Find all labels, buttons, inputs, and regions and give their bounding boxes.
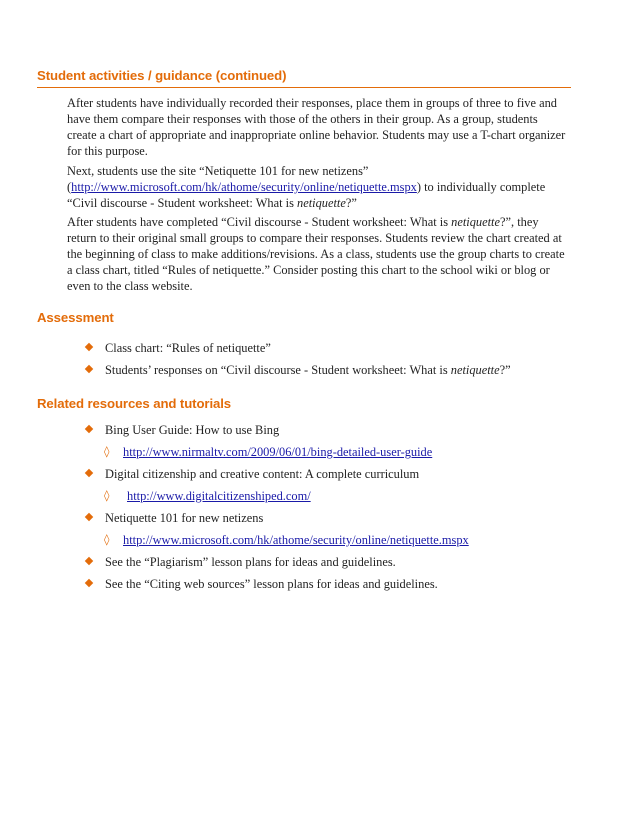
section-heading-related-resources: Related resources and tutorials — [37, 396, 232, 411]
para3-emphasis: netiquette — [451, 215, 500, 229]
para2-text-a: Next, students use the site “Netiquette 101 for new netizens” ( — [67, 164, 369, 194]
list-item-text — [105, 362, 511, 378]
para2-text-c: ?” — [345, 196, 357, 210]
heading-rule — [37, 87, 571, 88]
list-item-text: See the “Citing web sources” lesson plans for ideas and guidelines. — [105, 577, 438, 591]
diamond-bullet-icon — [86, 514, 93, 521]
para2-emphasis: netiquette — [297, 196, 346, 210]
diamond-bullet-icon — [86, 344, 93, 351]
list-item-text: Class chart: “Rules of netiquette” — [105, 341, 271, 355]
netiquette-link[interactable]: http://www.microsoft.com/hk/athome/security/online/netiquette.mspx — [123, 533, 469, 547]
para3-text-a: After students have completed “Civil discourse - Student worksheet: What is — [67, 215, 452, 229]
diamond-bullet-icon — [86, 470, 93, 477]
diamond-bullet-icon — [86, 366, 93, 373]
list-item-text: Digital citizenship and creative content: A complete curriculum — [105, 467, 420, 481]
paragraph-next-steps — [67, 163, 567, 211]
para2-text-b: ) to individually complete “Civil discourse - Student worksheet: What is — [67, 180, 546, 210]
paragraph-after-worksheet — [67, 214, 567, 294]
section-heading-student-activities: Student activities / guidance (continued) — [37, 68, 287, 83]
paragraph-group-work: After students have individually recorded their responses, place them in groups of three to five and have them compare their responses with those of the others in their group. As a group, students create a chart of appropriate and inappropriate online behavior. Students may use a T-chart organizer for this purpose. — [67, 96, 566, 158]
diamond-bullet-icon — [86, 558, 93, 565]
digital-citizenship-link[interactable]: http://www.digitalcitizenshiped.com/ — [127, 489, 311, 503]
sub-bullet-icon: ◊ — [104, 489, 110, 502]
diamond-bullet-icon — [86, 426, 93, 433]
item2-text-b: ?” — [499, 363, 511, 377]
diamond-bullet-icon — [86, 580, 93, 587]
list-item-text: See the “Plagiarism” lesson plans for ideas and guidelines. — [105, 555, 396, 569]
sub-bullet-icon: ◊ — [104, 533, 110, 546]
bing-guide-link[interactable]: http://www.nirmaltv.com/2009/06/01/bing-detailed-user-guide — [123, 445, 433, 459]
section-heading-assessment: Assessment — [37, 310, 114, 325]
list-item-text: Bing User Guide: How to use Bing — [105, 423, 280, 437]
netiquette-link-inline[interactable]: http://www.microsoft.com/hk/athome/security/online/netiquette.mspx — [71, 180, 417, 194]
item2-emphasis: netiquette — [450, 363, 500, 377]
list-item-text: Netiquette 101 for new netizens — [105, 511, 264, 525]
item2-text-a: Students’ responses on “Civil discourse - Student worksheet: What is — [105, 363, 451, 377]
sub-bullet-icon: ◊ — [104, 445, 110, 458]
para3-text-b: ?”, they return to their original small groups to compare their responses. Students review the chart created at the beginning of class to make additions/revisions. As a class, students use the group charts to create a class chart, titled “Rules of netiquette.” Consider posting this chart to the school wiki or blog or even to the class website. — [67, 215, 565, 293]
